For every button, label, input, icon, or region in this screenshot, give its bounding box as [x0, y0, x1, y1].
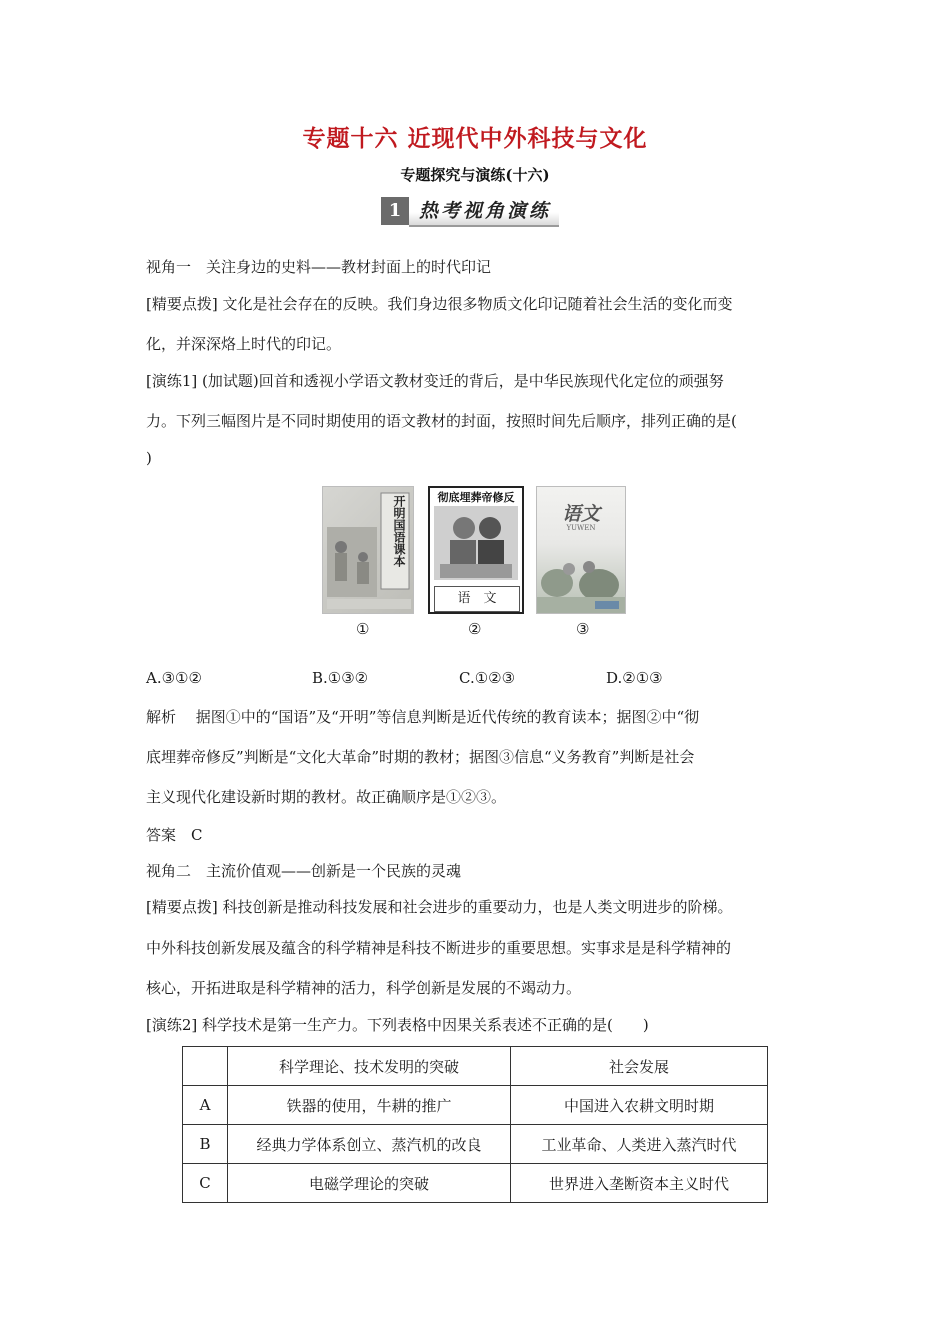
cover3-title: 语文 [561, 503, 600, 525]
section1-tips-line1: [精要点拨] 文化是社会存在的反映。我们身边很多物质文化印记随着社会生活的变化而变 [146, 295, 733, 313]
exercise1-line2: 力。下列三幅图片是不同时期使用的语文教材的封面，按照时间先后顺序，排列正确的是( [146, 412, 737, 430]
table-cell: 经典力学体系创立、蒸汽机的改良 [228, 1125, 511, 1164]
section2-heading: 视角二 主流价值观——创新是一个民族的灵魂 [146, 862, 462, 880]
section2-tips-line2: 中外科技创新发展及蕴含的科学精神是科技不断进步的重要思想。实事求是是科学精神的 [146, 939, 732, 957]
option-c: C.①②③ [459, 669, 516, 687]
table-cell: B [183, 1125, 228, 1164]
table-header-cell: 社会发展 [511, 1047, 768, 1086]
analysis-line2: 底埋葬帝修反”判断是“文化大革命”时期的教材；据图③信息“义务教育”判断是社会 [146, 748, 695, 766]
cover3-latin: YUWEN [566, 524, 596, 532]
badge-text: 热考视角演练 [409, 197, 559, 227]
cover-image-2 [428, 486, 524, 614]
table-cell: 工业革命、人类进入蒸汽时代 [511, 1125, 768, 1164]
table-row [183, 1125, 768, 1164]
table-cell: 世界进入垄断资本主义时代 [511, 1164, 768, 1203]
cover-caption-1: ① [356, 620, 370, 638]
table-cell: C [183, 1164, 228, 1203]
section2-tips-line3: 核心，开拓进取是科学精神的活力，科学创新是发展的不竭动力。 [146, 979, 582, 997]
cause-effect-table [182, 1046, 768, 1203]
table-header-row [183, 1047, 768, 1086]
cover-caption-2: ② [468, 620, 482, 638]
exercise2-line: [演练2] 科学技术是第一生产力。下列表格中因果关系表述不正确的是( ) [146, 1016, 649, 1034]
badge-number: 1 [381, 197, 409, 225]
section1-tips-line2: 化，并深深烙上时代的印记。 [146, 335, 342, 353]
table-cell: 电磁学理论的突破 [228, 1164, 511, 1203]
table-header-cell: 科学理论、技术发明的突破 [228, 1047, 511, 1086]
option-d: D.②①③ [606, 669, 663, 687]
cover-image-3 [536, 486, 626, 614]
cover1-title: 开明国语课本 [392, 495, 406, 567]
table-header-cell [183, 1047, 228, 1086]
table-row [183, 1164, 768, 1203]
answer-line: 答案 C [146, 826, 203, 844]
section2-tips-line1: [精要点拨] 科技创新是推动科技发展和社会进步的重要动力，也是人类文明进步的阶梯。 [146, 898, 733, 916]
section1-heading: 视角一 关注身边的史料——教材封面上的时代印记 [146, 258, 492, 276]
table-row [183, 1086, 768, 1125]
option-a: A.③①② [146, 669, 202, 687]
table-cell: 铁器的使用，牛耕的推广 [228, 1086, 511, 1125]
page-title: 专题十六 近现代中外科技与文化 [302, 125, 648, 152]
table-cell: A [183, 1086, 228, 1125]
exercise1-line1: [演练1] (加试题)回首和透视小学语文教材变迁的背后，是中华民族现代化定位的顽强努 [146, 372, 724, 390]
analysis-line1: 解析 据图①中的“国语”及“开明”等信息判断是近代传统的教育读本；据图②中“彻 [146, 708, 700, 726]
cover-image-1 [322, 486, 414, 614]
exercise1-line3: ) [146, 449, 152, 467]
analysis-line3: 主义现代化建设新时期的教材。故正确顺序是①②③。 [146, 788, 507, 806]
page-subtitle: 专题探究与演练(十六) [400, 166, 550, 184]
cover2-label: 语 文 [434, 586, 520, 612]
section-badge [381, 197, 559, 225]
cover2-banner: 彻底埋葬帝修反 [437, 491, 515, 504]
cover-caption-3: ③ [576, 620, 590, 638]
table-cell: 中国进入农耕文明时期 [511, 1086, 768, 1125]
option-b: B.①③② [312, 669, 369, 687]
